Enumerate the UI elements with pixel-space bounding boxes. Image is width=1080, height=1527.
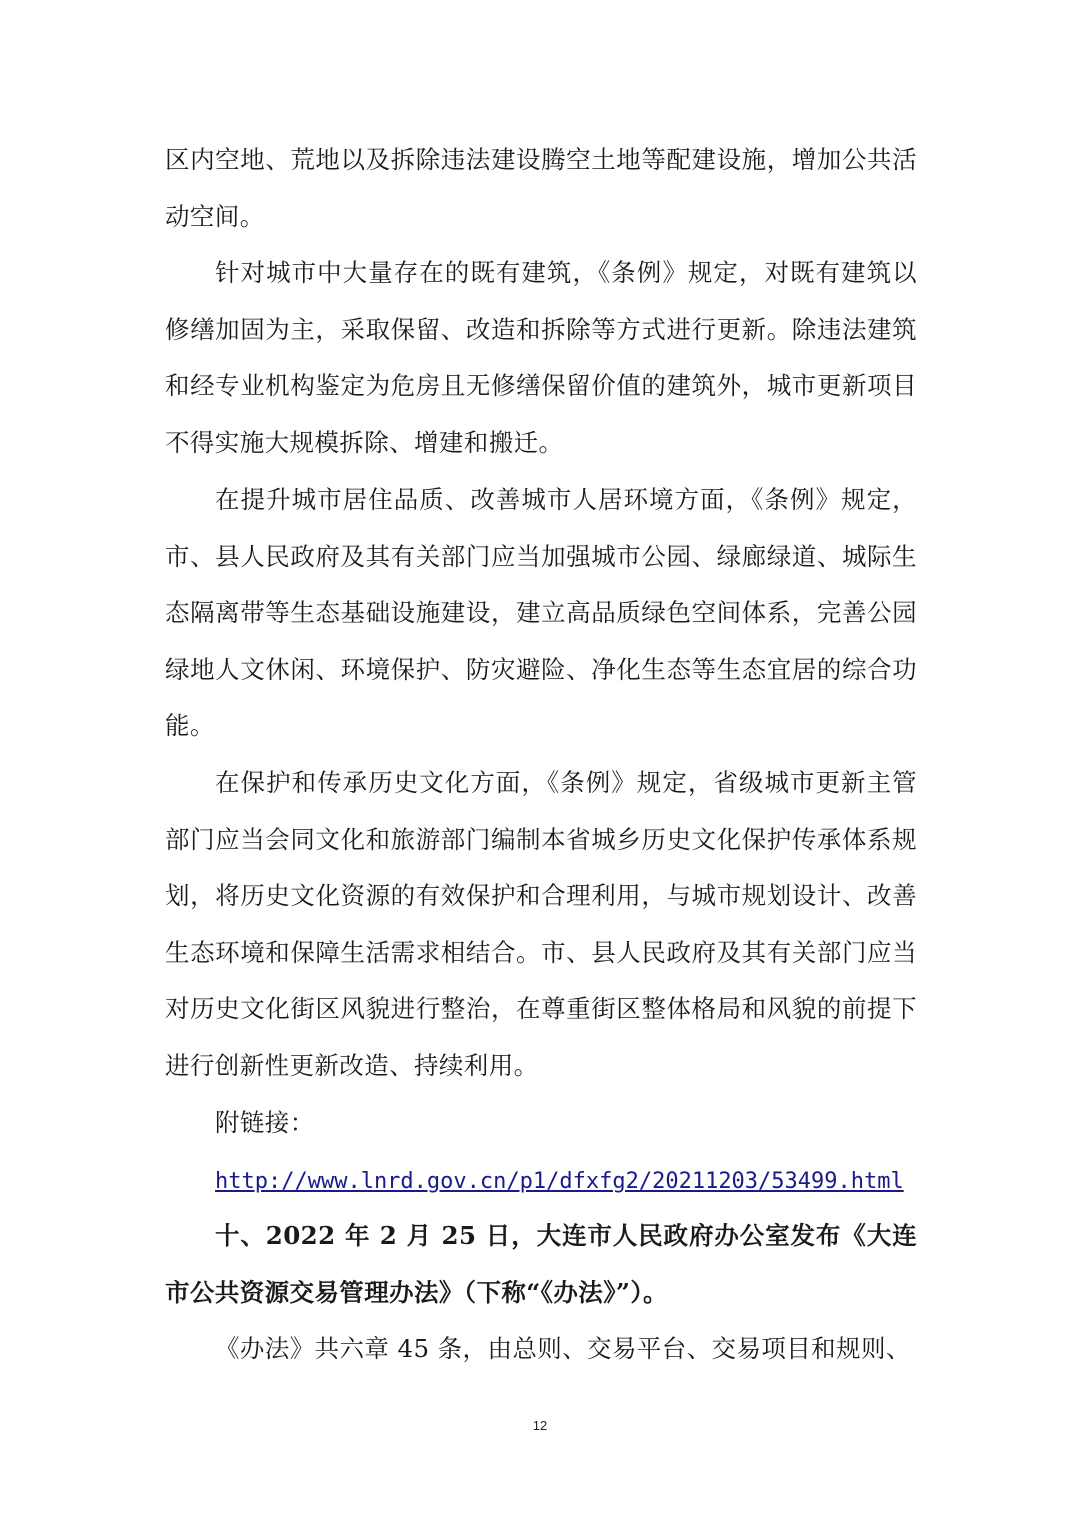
paragraph-3: 在提升城市居住品质、改善城市人居环境方面，《条例》规定，市、县人民政府及其有关部门应当加强城市公园、绿廊绿道、城际生态隔离带等生态基础设施建设，建立高品质绿色空间体系，完善公园绿地人文休闲、环境保护、防灾避险、净化生态等生态宜居的综合功能。 bbox=[165, 485, 917, 741]
paragraph-4: 在保护和传承历史文化方面，《条例》规定，省级城市更新主管部门应当会同文化和旅游部门编制本省城乡历史文化保护传承体系规划，将历史文化资源的有效保护和合理利用，与城市规划设计、改善生态环境和保障生活需求相结合。市、县人民政府及其有关部门应当对历史文化街区风貌进行整治，在尊重街区整体格局和风貌的前提下进行创新性更新改造、持续利用。 bbox=[165, 768, 917, 1080]
attachment-link[interactable]: http://www.lnrd.gov.cn/p1/dfxfg2/20211203/53499.html bbox=[215, 1169, 904, 1194]
attachment-label: 附链接： bbox=[215, 1108, 315, 1137]
section-heading: 十、2022 年 2 月 25 日，大连市人民政府办公室发布《大连市公共资源交易管理办法》（下称“《办法》”）。 bbox=[165, 1221, 917, 1307]
link-line bbox=[215, 1152, 967, 1211]
page-number: 12 bbox=[532, 1418, 548, 1433]
paragraph-2: 针对城市中大量存在的既有建筑，《条例》规定，对既有建筑以修缮加固为主，采取保留、改造和拆除等方式进行更新。除违法建筑和经专业机构鉴定为危房且无修缮保留价值的建筑外，城市更新项目不得实施大规模拆除、增建和搬迁。 bbox=[165, 258, 917, 457]
paragraph-1: 区内空地、荒地以及拆除违法建设腾空土地等配建设施，增加公共活动空间。 bbox=[165, 145, 917, 231]
paragraph-5: 《办法》共六章 45 条，由总则、交易平台、交易项目和规则、 bbox=[215, 1334, 911, 1363]
